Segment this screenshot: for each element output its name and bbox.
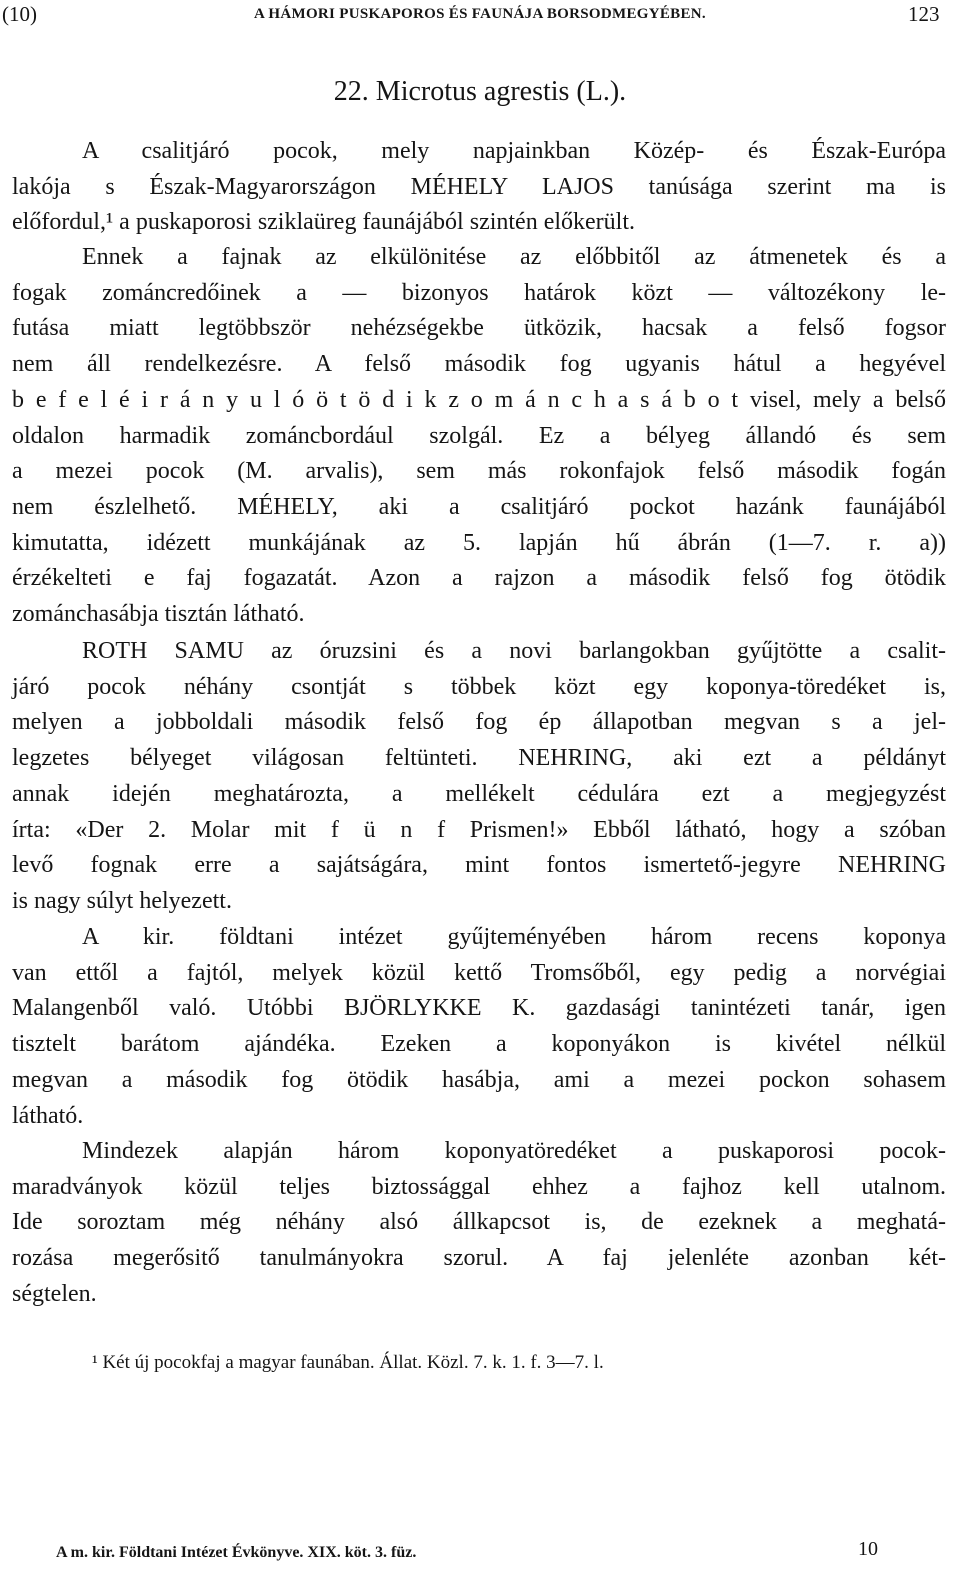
text-line: a mezei pocok (M. arvalis), sem más rokonfajok felső második fogán [12,458,946,485]
section-title: 22. Microtus agrestis (L.). [333,76,627,107]
text-line: futása miatt legtöbbször nehézségekbe ütközik, hacsak a felső fogsor [12,315,946,342]
text-line: zománchasábja tisztán látható. [12,601,305,627]
text-line: tisztelt barátom ajándéka. Ezeken a koponyákon is kivétel nélkül [12,1031,946,1058]
text-line: A csalitjáró pocok, mely napjainkban Közép- és Észak-Európa [82,138,946,164]
running-title: A HÁMORI PUSKAPOROS ÉS FAUNÁJA BORSODMEGYÉBEN. [254,6,706,22]
text-line: lakója s Észak-Magyarországon MÉHELY LAJOS tanúsága szerint ma is [12,173,946,200]
text-line: Mindezek alapján három koponyatöredéket a puskaporosi pocok- [82,1138,946,1164]
text-line: maradványok közül teljes biztossággal ehhez a fajhoz kell utalnom. [12,1173,946,1200]
page-label: (10) [2,2,37,26]
text-line: b e f e l é i r á n y u l ó ö t ö d i k z o m á n c h a s á b o t visel, mely a belső [12,386,946,413]
page-number: 123 [908,2,940,26]
text-line: írta: «Der 2. Molar mit f ü n f Prismen!» Ebből látható, hogy a szóban [12,816,946,843]
text-line: látható. [12,1102,84,1129]
footnote: ¹ Két új pocokfaj a magyar faunában. Állat. Közl. 7. k. 1. f. 3—7. l. [92,1352,604,1373]
text-line: Ide soroztam még néhány alsó állkapcsot is, de ezeknek a meghatá- [12,1209,946,1236]
text-line: járó pocok néhány csontját s többek közt egy koponya-töredéket is, [12,673,946,700]
text-line: nem észlelhető. MÉHELY, aki a csalitjáró pockot hazánk faunájából [12,493,946,520]
text-line: rozása megerősitő tanulmányokra szorul. A faj jelenléte azonban két- [12,1245,946,1272]
footer-imprint: A m. kir. Földtani Intézet Évkönyve. XIX. köt. 3. füz. [56,1544,417,1561]
text-line: fogak zománcredőinek a — bizonyos határok közt — változékony le- [12,279,946,306]
text-line: van ettől a fajtól, melyek közül kettő Tromsőből, egy pedig a norvégiai [12,959,946,986]
text-line: A kir. földtani intézet gyűjteményében három recens koponya [82,924,946,950]
text-line: levő fognak erre a sajátságára, mint fontos ismertető-jegyre NEHRING [12,852,946,879]
text-line: ségtelen. [12,1280,97,1307]
text-line: melyen a jobboldali második felső fog ép állapotban megvan s a jel- [12,709,946,736]
text-line: előfordul,¹ a puskaporosi sziklaüreg faunájából szintén előkerült. [12,209,636,236]
text-line: ROTH SAMU az óruzsini és a novi barlangokban gyűjtötte a csalit- [82,638,946,664]
text-line: annak idején meghatározta, a mellékelt cédulára ezt a megjegyzést [12,780,946,807]
signature-number: 10 [858,1538,878,1560]
text-line: érzékelteti e faj fogazatát. Azon a rajzon a második felső fog ötödik [12,565,946,592]
text-line: legzetes bélyeget világosan feltünteti. NEHRING, aki ezt a példányt [12,745,946,772]
text-line: is nagy súlyt helyezett. [12,887,232,914]
text-line: oldalon harmadik zománcbordául szolgál. Ez a bélyeg állandó és sem [12,422,946,449]
text-line: megvan a második fog ötödik hasábja, ami a mezei pockon sohasem [12,1066,946,1093]
text-line: Ennek a fajnak az elkülönitése az előbbitől az átmenetek és a [82,244,946,270]
text-line: kimutatta, idézett munkájának az 5. lapján hű ábrán (1—7. r. a)) [12,529,946,556]
text-line: nem áll rendelkezésre. A felső második fog ugyanis hátul a hegyével [12,351,946,378]
text-line: Malangenből való. Utóbbi BJÖRLYKKE K. gazdasági tanintézeti tanár, igen [12,995,946,1022]
